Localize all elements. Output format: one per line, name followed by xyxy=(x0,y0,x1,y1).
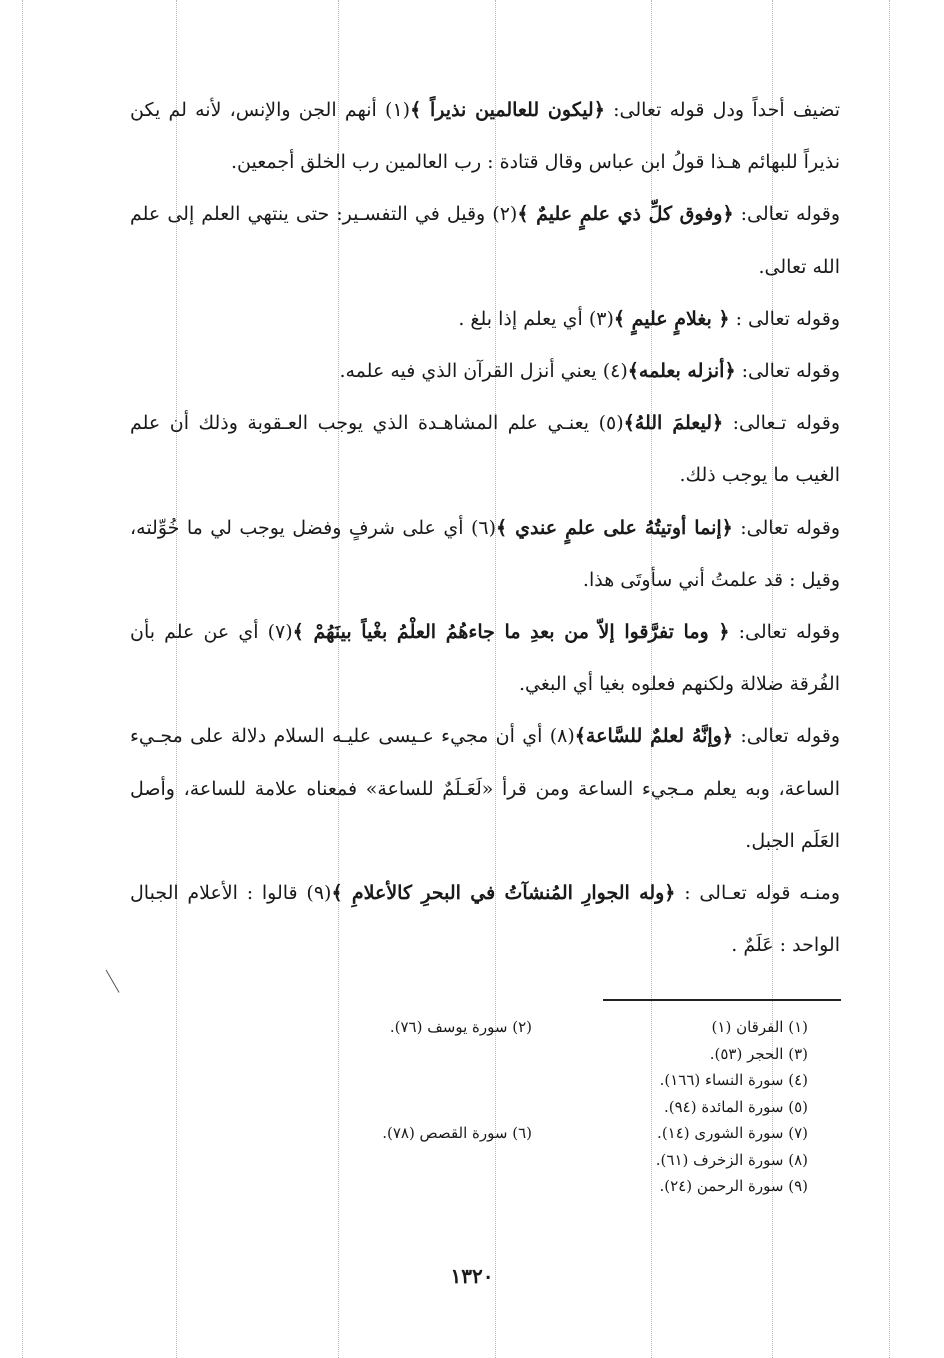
paragraph-text: وقوله تعالى : xyxy=(729,307,840,330)
paragraph-text: يعنـي علم المشاهـدة الذي يوجب العـقوبة وذلك أن علم الغيب ما يوجب ذلك. xyxy=(130,412,840,487)
footnote: (٩) سورة الرحمن (٢٤). xyxy=(659,1177,808,1195)
footnote: (٧) سورة الشورى (١٤). xyxy=(657,1124,808,1142)
quran-quote: ﴿وفوق كلِّ ذي علمٍ عليمٌ ﴾ xyxy=(517,203,734,226)
footnote: (١) الفرقان (١) xyxy=(711,1018,808,1036)
paragraph-text: (٤) xyxy=(602,360,628,383)
paragraph-text: وقيل في التفسـير: حتى ينتهي العلم إلى علم الله تعالى. xyxy=(130,203,840,278)
quran-quote: ﴿وإنَّهُ لعلمٌ للسَّاعة﴾ xyxy=(574,725,734,748)
margin-guide-line xyxy=(22,0,23,1358)
footnote: (٨) سورة الزخرف (٦١). xyxy=(655,1150,808,1169)
footnotes-left-column xyxy=(282,1014,532,1146)
paragraph-text: قالوا : الأعلام الجبال الواحد : عَلَمٌ . xyxy=(130,882,840,957)
paragraph-text: وقوله تعالى: xyxy=(733,725,840,748)
footnotes-divider xyxy=(603,999,841,1001)
paragraph xyxy=(130,502,840,606)
paragraph xyxy=(130,84,840,188)
footnotes-right-column xyxy=(558,1014,808,1200)
footnote: (٢) سورة يوسف (٧٦). xyxy=(389,1018,532,1036)
quran-quote: ﴿وله الجوارِ المُنشآتُ في البحرِ كالأعلامِ ﴾ xyxy=(331,882,676,905)
margin-guide-line xyxy=(889,0,890,1358)
footnote: (٦) سورة القصص (٧٨). xyxy=(382,1123,532,1142)
paragraph-text: (٥) xyxy=(598,412,624,435)
paragraph xyxy=(130,188,840,292)
paragraph-text: أي أن مجيء عـيسى عليـه السلام دلالة على مجـيء الساعة، وبه يعلم مـجيء الساعة ومن قرأ «لَعَـلَمٌ للساعة» فمعناه علامة للساعة، وأصل العَلَم الجبل. xyxy=(130,725,840,852)
quran-quote: ﴿إنما أوتيتُهُ على علمٍ عندي ﴾ xyxy=(496,516,733,539)
paragraph-text: وقوله تعالى: xyxy=(735,360,840,383)
paragraph-text: ومنـه قوله تعـالى : xyxy=(675,882,840,905)
paragraph-text: (٩) xyxy=(306,882,332,905)
paragraph-text: (١) xyxy=(385,99,411,121)
paragraph-text: وقوله تـعالى: xyxy=(723,412,840,435)
paragraph-text: تضيف أحداً ودل قوله تعالى: xyxy=(604,99,840,121)
paragraph-text: (٣) xyxy=(588,307,614,330)
footnote: (٥) سورة المائدة (٩٤). xyxy=(664,1097,808,1116)
paragraph-text: أنهم الجن والإنس، لأنه لم يكن نذيراً للبهائم هـذا قولُ ابن عباس وقال قتادة : رب العالمين رب الخلق أجمعين. xyxy=(130,99,840,174)
paragraph xyxy=(130,345,840,397)
stray-scan-mark xyxy=(106,969,121,993)
paragraph-text: (٨) xyxy=(549,725,575,748)
paragraph xyxy=(130,606,840,710)
footnote-spacer xyxy=(282,1041,532,1120)
paragraph xyxy=(130,710,840,867)
page-body-text xyxy=(130,84,840,971)
paragraph-text: وقوله تعالى: xyxy=(733,203,841,226)
quran-quote: ﴿ وما تفرَّقوا إلاّ من بعدِ ما جاءهُمُ العلْمُ بغْياً بينَهُمْ ﴾ xyxy=(292,621,730,644)
quran-quote: ﴿ليعلمَ اللهُ﴾ xyxy=(623,412,724,435)
quran-quote: ﴿ بغلامٍ عليمٍ ﴾ xyxy=(613,307,730,330)
paragraph-text: أي يعلم إذا بلغ . xyxy=(458,307,589,330)
paragraph-text: (٦) xyxy=(470,516,496,539)
quran-quote: ﴿أنزله بعلمه﴾ xyxy=(627,360,736,383)
paragraph-text: (٧) xyxy=(267,621,293,644)
paragraph-text: أي على شرفٍ وفضل يوجب لي ما خُوِّلته، وقيل : قد علمتُ أني سأوتَى هذا. xyxy=(130,516,840,591)
paragraph-text: يعني أنزل القرآن الذي فيه علمه. xyxy=(339,360,603,383)
paragraph-text: وقوله تعالى: xyxy=(729,621,840,644)
paragraph xyxy=(130,867,840,971)
paragraph xyxy=(130,397,840,501)
footnote: (٤) سورة النساء (١٦٦). xyxy=(659,1071,808,1089)
footnote: (٣) الحجر (٥٣). xyxy=(709,1044,808,1063)
paragraph-text: (٢) xyxy=(492,203,518,226)
quran-quote: ﴿ليكون للعالمين نذيراً ﴾ xyxy=(410,99,605,121)
paragraph-text: وقوله تعالى: xyxy=(732,516,840,539)
page-number: ١٣٢٠ xyxy=(450,1264,494,1288)
paragraph-text: أي عن علم بأن الفُرقة ضلالة ولكنهم فعلوه بغيا أي البغي. xyxy=(130,621,840,696)
paragraph xyxy=(130,293,840,345)
